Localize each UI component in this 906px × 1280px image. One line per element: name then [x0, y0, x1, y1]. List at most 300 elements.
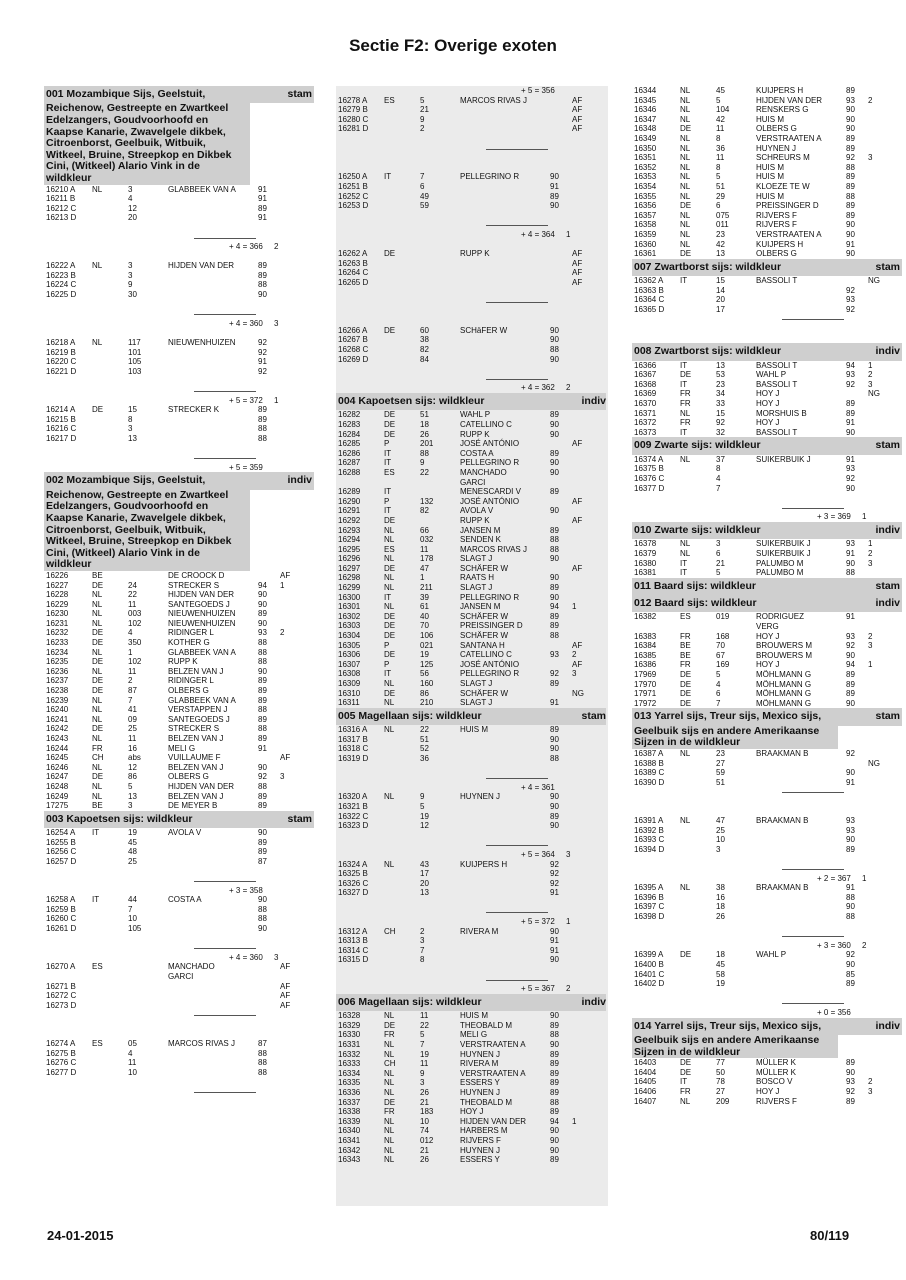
score: 91 — [258, 213, 267, 223]
score: 93 — [846, 825, 855, 835]
score: 89 — [846, 181, 855, 191]
ring-number: 16270 A — [46, 962, 76, 972]
result-row — [632, 539, 902, 549]
ring-number: 16352 — [634, 162, 657, 172]
result-row — [44, 600, 314, 610]
score: 89 — [258, 847, 267, 857]
bird-number: 10 — [716, 835, 725, 845]
score: 89 — [846, 133, 855, 143]
separator-line — [336, 773, 608, 783]
score: 90 — [846, 427, 855, 437]
blank-row — [632, 989, 902, 999]
result-row — [632, 153, 902, 163]
section-type-label: stam — [875, 579, 900, 592]
ring-number: 16277 D — [46, 1067, 77, 1077]
result-row — [336, 506, 608, 516]
ring-number: 16384 — [634, 641, 657, 651]
ring-number: 16304 — [338, 631, 361, 641]
bird-number: 2 — [420, 124, 425, 134]
stam-total-row — [336, 783, 608, 793]
score: 88 — [846, 912, 855, 922]
blank-row — [44, 1078, 314, 1088]
result-row — [44, 772, 314, 782]
bird-number: 021 — [420, 640, 434, 650]
prize: AF — [280, 753, 291, 763]
country: NL — [92, 781, 103, 791]
section-title: Geelbuik sijs en andere Amerikaanse — [634, 724, 820, 737]
section-title: 009 Zwarte sijs: wildkleur — [634, 439, 761, 452]
country: NL — [680, 539, 691, 549]
exhibitor-name: SLAGT J — [460, 679, 493, 689]
ring-number: 16383 — [634, 631, 657, 641]
section-title: 012 Baard sijs: wildkleur — [634, 597, 757, 610]
bird-number: 3 — [128, 261, 133, 271]
prize: 3 — [868, 558, 873, 568]
score: 90 — [846, 835, 855, 845]
exhibitor-name: HIJDEN VAN DER — [168, 590, 235, 600]
section-type-label: indiv — [581, 395, 606, 407]
score: 88 — [550, 753, 559, 763]
score: 89 — [550, 611, 559, 621]
exhibitor-name: MÜLLER K — [756, 1067, 797, 1077]
bird-number: 7 — [128, 695, 133, 705]
country: NL — [384, 679, 395, 689]
country: NL — [680, 408, 691, 418]
divider — [194, 1092, 256, 1093]
score: 89 — [550, 1155, 559, 1165]
exhibitor-name: PELLEGRINO R — [460, 592, 520, 602]
score: 88 — [550, 535, 559, 545]
bird-number: 5 — [716, 568, 721, 578]
ring-number: 16258 A — [46, 895, 76, 905]
result-row — [632, 1097, 902, 1107]
section-header — [44, 173, 314, 185]
ring-number: 16242 — [46, 724, 69, 734]
result-row — [44, 405, 314, 415]
result-row — [336, 698, 608, 708]
score: 89 — [550, 1087, 559, 1097]
country: NL — [92, 705, 103, 715]
exhibitor-name: HUYNEN J — [460, 792, 501, 802]
stam-prize: 2 — [274, 242, 279, 252]
result-row — [44, 763, 314, 773]
result-row — [632, 670, 902, 680]
bird-number: 29 — [716, 191, 725, 201]
result-row — [44, 571, 314, 581]
bird-number: 17 — [716, 304, 725, 314]
score: 91 — [846, 612, 855, 622]
ring-number: 16234 — [46, 647, 69, 657]
score: 88 — [258, 1067, 267, 1077]
bird-number: 5 — [716, 670, 721, 680]
ring-number: 16250 A — [338, 172, 368, 182]
bird-number: 19 — [420, 650, 429, 660]
bird-number: 5 — [128, 781, 133, 791]
exhibitor-name: NIEUWENHUIZEN — [168, 609, 236, 619]
country: NL — [384, 535, 395, 545]
score: 89 — [258, 414, 267, 424]
ring-number: 17275 — [46, 801, 69, 811]
prize: 1 — [572, 602, 577, 612]
ring-number: 16241 — [46, 714, 69, 724]
score: 89 — [550, 1078, 559, 1088]
blank-row — [336, 163, 608, 173]
exhibitor-name: STRECKER S — [168, 580, 220, 590]
result-row — [336, 631, 608, 641]
bird-number: 3 — [716, 844, 721, 854]
score: 88 — [258, 638, 267, 648]
exhibitor-name: RODRIGUEZ — [756, 612, 804, 622]
ring-number: 16313 B — [338, 936, 368, 946]
ring-number: 16292 — [338, 515, 361, 525]
result-row — [632, 893, 902, 903]
bird-number: 39 — [420, 592, 429, 602]
country: DE — [92, 772, 104, 782]
section-title: Kaapse Kanarie, Zwavelgele dikbek, — [46, 511, 226, 524]
ring-number: 17972 — [634, 698, 657, 708]
exhibitor-name: RIVERA M — [460, 1059, 499, 1069]
ring-number: 16354 — [634, 181, 657, 191]
country: NL — [680, 220, 691, 230]
prize: AF — [280, 1000, 291, 1010]
country: DE — [384, 515, 396, 525]
bird-number: 9 — [420, 114, 425, 124]
bird-number: 9 — [420, 792, 425, 802]
result-row — [336, 449, 608, 459]
country: DE — [384, 410, 396, 420]
score: 89 — [550, 1049, 559, 1059]
ring-number: 16286 — [338, 448, 361, 458]
bird-number: 350 — [128, 638, 142, 648]
bird-number: 075 — [716, 210, 730, 220]
exhibitor-name: MORSHUIS B — [756, 408, 807, 418]
score: 90 — [550, 458, 559, 468]
separator-line — [44, 386, 314, 396]
bird-number: 51 — [716, 777, 725, 787]
bird-number: 26 — [716, 912, 725, 922]
blank-row — [336, 316, 608, 326]
exhibitor-name: KUIJPERS H — [460, 859, 508, 869]
ring-number: 16264 C — [338, 268, 369, 278]
country: NL — [92, 261, 103, 271]
score: 88 — [550, 1097, 559, 1107]
bird-number: 4 — [128, 194, 133, 204]
ring-number: 16222 A — [46, 261, 76, 271]
ring-number: 16233 — [46, 638, 69, 648]
bird-number: 4 — [716, 473, 721, 483]
ring-number: 16318 C — [338, 744, 369, 754]
result-row — [44, 924, 314, 934]
score: 90 — [846, 1067, 855, 1077]
result-row — [336, 1030, 608, 1040]
bird-number: 11 — [420, 544, 429, 554]
ring-number: 16403 — [634, 1058, 657, 1068]
score: 85 — [846, 969, 855, 979]
country: NL — [92, 666, 103, 676]
bird-number: 37 — [716, 454, 725, 464]
ring-number: 16346 — [634, 105, 657, 115]
country: DE — [384, 688, 396, 698]
section-header — [632, 708, 902, 725]
result-row — [632, 240, 902, 250]
ring-number: 16364 C — [634, 295, 665, 305]
ring-number: 16385 — [634, 650, 657, 660]
country: DE — [680, 370, 692, 380]
result-row — [336, 812, 608, 822]
separator-line — [336, 144, 608, 154]
exhibitor-name: GLABBEEK VAN A — [168, 184, 236, 194]
ring-number: 16248 — [46, 781, 69, 791]
bird-number: 21 — [420, 1145, 429, 1155]
exhibitor-name: MENESCARDI V — [460, 487, 521, 497]
section-type-label: indiv — [875, 345, 900, 358]
result-row — [44, 838, 314, 848]
section-title: 010 Zwarte sijs: wildkleur — [634, 523, 761, 536]
ring-number: 16331 — [338, 1039, 361, 1049]
score: 90 — [846, 114, 855, 124]
exhibitor-name: DE MEYER B — [168, 801, 218, 811]
ring-number: 16269 D — [338, 354, 369, 364]
ring-number: 16237 — [46, 676, 69, 686]
separator-line — [632, 787, 902, 797]
result-row — [632, 1077, 902, 1087]
result-row — [632, 749, 902, 759]
bird-number: 51 — [420, 410, 429, 420]
result-row — [336, 1146, 608, 1156]
score: 89 — [846, 86, 855, 95]
bird-number: 88 — [420, 448, 429, 458]
score: 88 — [550, 1030, 559, 1040]
section-header — [632, 343, 902, 360]
stam-total-row — [632, 941, 902, 951]
bird-number: 87 — [128, 686, 137, 696]
bird-number: 21 — [420, 105, 429, 115]
score: 90 — [258, 599, 267, 609]
score: 88 — [258, 705, 267, 715]
exhibitor-name: VUILLAUME F — [168, 753, 221, 763]
ring-number: 16374 A — [634, 454, 664, 464]
result-row — [336, 355, 608, 365]
exhibitor-name: SCHÄFER W — [460, 611, 508, 621]
exhibitor-name: PALUMBO M — [756, 568, 804, 578]
exhibitor-name: BELZEN VAN J — [168, 734, 224, 743]
result-row — [632, 979, 902, 989]
blank-row — [336, 831, 608, 841]
bird-number: 103 — [128, 366, 142, 376]
bird-number: 33 — [716, 399, 725, 408]
stam-total-row — [44, 242, 314, 252]
score: 91 — [258, 184, 267, 194]
ring-number: 16405 — [634, 1077, 657, 1087]
country: NL — [92, 184, 103, 194]
score: 90 — [550, 955, 559, 965]
country: DE — [384, 1097, 396, 1107]
bird-number: 15 — [716, 276, 725, 286]
section-title: 011 Baard sijs: wildkleur — [634, 579, 756, 592]
stam-total: + 3 = 360 — [817, 940, 851, 950]
country: NL — [384, 554, 395, 564]
score: 90 — [550, 1011, 559, 1021]
result-row — [632, 1058, 902, 1068]
score: 88 — [258, 914, 267, 924]
bird-number: 45 — [716, 960, 725, 970]
country: NL — [680, 181, 691, 191]
bird-number: abs — [128, 753, 141, 763]
bird-number: 48 — [128, 847, 137, 857]
score: 88 — [258, 424, 267, 434]
result-row — [336, 725, 608, 735]
bird-number: 11 — [128, 734, 137, 743]
country: IT — [680, 360, 688, 370]
section-header — [632, 259, 902, 276]
ring-number: 16226 — [46, 570, 69, 580]
result-row — [336, 735, 608, 745]
exhibitor-name: MÖHLMANN G — [756, 698, 812, 708]
country: DE — [384, 631, 396, 641]
ring-number: 16370 — [634, 399, 657, 408]
exhibitor-name: HOY J — [460, 1107, 484, 1117]
exhibitor-name: SENDEN K — [460, 535, 501, 545]
ring-number: 16353 — [634, 172, 657, 182]
country: ES — [92, 1039, 103, 1049]
ring-number: 16392 B — [634, 825, 664, 835]
country: CH — [384, 1059, 396, 1069]
bird-number: 47 — [716, 816, 725, 826]
result-row — [44, 744, 314, 754]
ring-number: 16380 — [634, 558, 657, 568]
exhibitor-name: RIDINGER L — [168, 676, 214, 686]
ring-number: 16388 B — [634, 758, 664, 768]
ring-number: 16396 B — [634, 892, 664, 902]
result-row — [632, 249, 902, 259]
bird-number: 25 — [128, 724, 137, 734]
result-row — [336, 821, 608, 831]
stam-prize: 1 — [862, 512, 867, 522]
country: NL — [384, 573, 395, 583]
country: NL — [384, 1049, 395, 1059]
score: 89 — [550, 191, 559, 201]
score: 91 — [846, 777, 855, 787]
bird-number: 09 — [128, 714, 137, 724]
section-header — [632, 522, 902, 539]
bird-number: 56 — [420, 669, 429, 679]
score: 89 — [846, 399, 855, 408]
score: 92 — [846, 473, 855, 483]
score: 88 — [550, 631, 559, 641]
bird-number: 74 — [420, 1126, 429, 1136]
blank-row — [336, 898, 608, 908]
result-row — [632, 641, 902, 651]
score: 89 — [846, 172, 855, 182]
result-row — [632, 182, 902, 192]
bird-number: 18 — [420, 419, 429, 429]
exhibitor-name: RIJVERS F — [756, 210, 797, 220]
country: DE — [680, 1058, 692, 1068]
ring-number: 16399 A — [634, 950, 664, 960]
ring-number: 16365 D — [634, 304, 665, 314]
result-row — [44, 290, 314, 300]
bird-number: 6 — [716, 201, 721, 211]
bird-number: 38 — [716, 883, 725, 893]
result-row — [336, 1069, 608, 1079]
exhibitor-name: MARCOS RIVAS J — [460, 544, 527, 554]
exhibitor-name: SUIKERBUIK J — [756, 454, 811, 464]
exhibitor-name: AVOLA V — [460, 506, 494, 516]
ring-number: 16235 — [46, 657, 69, 667]
prize: 3 — [868, 641, 873, 651]
blank-row — [44, 1020, 314, 1030]
exhibitor-name: OLBERS G — [168, 686, 209, 696]
country: DE — [384, 429, 396, 439]
ring-number: 16407 — [634, 1096, 657, 1106]
country: CH — [92, 753, 104, 763]
ring-number: 16336 — [338, 1087, 361, 1097]
score: 88 — [258, 657, 267, 667]
country: DE — [680, 124, 692, 134]
divider — [486, 980, 548, 981]
country: NL — [680, 210, 691, 220]
bird-number: 84 — [420, 354, 429, 364]
prize: 3 — [868, 379, 873, 389]
bird-number: 58 — [716, 969, 725, 979]
blank-row — [44, 328, 314, 338]
country: DE — [680, 679, 692, 689]
section-type-label: indiv — [287, 474, 312, 487]
exhibitor-name: BELZEN VAN J — [168, 666, 224, 676]
country: P — [384, 659, 390, 669]
bird-number: 4 — [128, 628, 133, 638]
section-title: Witkeel, Bruine, Streepkop en Dikbek — [46, 535, 232, 548]
exhibitor-name: BROUWERS M — [756, 650, 812, 660]
country: NL — [680, 191, 691, 201]
prize: 2 — [868, 548, 873, 558]
section-title: Reichenow, Gestreepte en Zwartkeel — [46, 488, 229, 501]
ring-number: 16240 — [46, 705, 69, 715]
ring-number: 16314 C — [338, 945, 369, 955]
country: ES — [92, 962, 103, 972]
ring-number: 16256 C — [46, 847, 77, 857]
ring-number: 16329 — [338, 1020, 361, 1030]
result-row — [336, 182, 608, 192]
result-row — [336, 1107, 608, 1117]
result-row — [44, 581, 314, 591]
bird-number: 53 — [716, 370, 725, 380]
exhibitor-name: RUPP K — [460, 429, 490, 439]
section-title: Edelzangers, Goudvoorhoofd en — [46, 113, 209, 126]
ring-number: 16324 A — [338, 859, 368, 869]
blank-row — [336, 307, 608, 317]
bird-number: 45 — [716, 86, 725, 95]
stam-total: + 4 = 362 — [521, 383, 555, 393]
score: 90 — [846, 902, 855, 912]
score: 89 — [550, 583, 559, 593]
bird-number: 4 — [128, 1048, 133, 1058]
exhibitor-name: HIJDEN VAN DER — [460, 1116, 527, 1126]
result-row — [44, 1039, 314, 1049]
country: DE — [680, 698, 692, 708]
bird-number: 19 — [716, 979, 725, 989]
stam-total: + 5 = 364 — [521, 849, 555, 859]
score: 89 — [258, 686, 267, 696]
stam-total-row — [44, 396, 314, 406]
stam-prize: 1 — [566, 917, 571, 927]
stam-total-row — [44, 463, 314, 473]
exhibitor-name: OLBERS G — [756, 124, 797, 134]
country: DE — [680, 950, 692, 960]
ring-number: 16238 — [46, 686, 69, 696]
score: 89 — [550, 525, 559, 535]
country: ES — [384, 95, 395, 105]
